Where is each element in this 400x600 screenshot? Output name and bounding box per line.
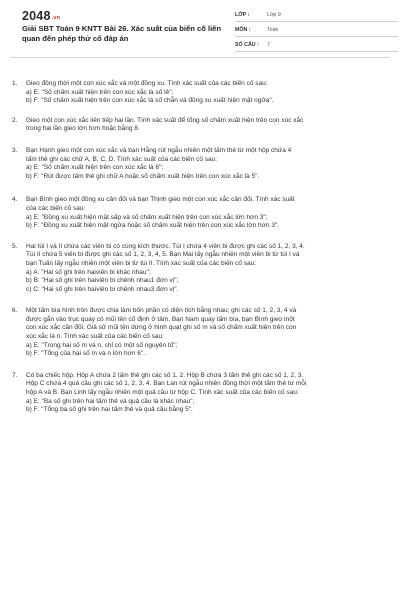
question-text xyxy=(26,80,388,106)
meta-label: LỚP : xyxy=(235,12,250,18)
question-line: Bạn Bình gieo một đồng xu cân đối và bạn Thịnh gieo một con xúc xắc cân đối. Tính xác suất xyxy=(26,196,295,204)
question-item xyxy=(12,147,388,181)
document-header xyxy=(10,0,390,52)
question-line: xúc xắc là n. Tính xác suất của các biến cố sau: xyxy=(26,333,164,341)
document-title xyxy=(22,24,227,44)
question-item xyxy=(12,372,388,415)
question-item xyxy=(12,307,388,359)
question-line: a) E: "Số chấm xuất hiện trên con xúc xắc là số lẻ"; xyxy=(26,88,174,96)
question-number: 5. xyxy=(12,242,18,250)
question-line: của các biến cố sau: xyxy=(26,204,86,212)
question-line: Hai túi I và II chứa các viên bi có cùng kích thước. Túi I chứa 4 viên bi được ghi các số 1, 2, 3, 4. xyxy=(26,242,305,250)
site-logo[interactable] xyxy=(22,9,60,23)
question-line: Bạn Hạnh gieo một con xúc xắc và bạn Hằng rút ngẫu nhiên một tấm thẻ từ một hộp chứa 4 xyxy=(26,146,292,154)
question-line: b) B: "Hai số ghi trên haiviên bi chênh nhau1 đơn vị"; xyxy=(26,277,179,285)
question-text xyxy=(26,117,388,134)
question-number: 3. xyxy=(12,146,18,154)
meta-label: MÔN : xyxy=(235,27,251,33)
question-line: tấm thẻ ghi các chữ A, B, C, D. Tính xác suất của các biến cố sau: xyxy=(26,155,218,163)
question-line: trong hai lần gieo lớn hơn hoặc bằng 8. xyxy=(26,125,140,133)
question-line: Túi II chứa 5 viên bi được ghi các số 1, 2, 3, 4, 5. Bạn Mai lấy ngẫu nhiên một viên bi từ túi I và xyxy=(26,251,300,259)
question-line: b) F: "Số chấm xuất hiện trên con xúc xắc là số chẵn và đồng xu xuất hiện mặt ngửa". xyxy=(26,97,274,105)
question-line: a) E: "Đồng xu xuất hiện mặt sấp và số chấm xuất hiện trên con xúc xắc lớn hơn 3"; xyxy=(26,213,268,221)
document-title-line: quan đến phép thử cổ đáp án xyxy=(22,34,129,43)
meta-row-class xyxy=(235,12,398,22)
question-line: bạn Tuấn lấy ngẫu nhiên một viên bi từ túi II. Tính xác suất của các biến cố sau: xyxy=(26,259,257,267)
meta-label: SỐ CÂU : xyxy=(235,42,259,48)
question-line: hộp A và B. Bạn Linh lấy ngẫu nhiên một quả cầu từ hộp C. Tính xác suất của các biến cố sau: xyxy=(26,389,299,397)
question-number: 4. xyxy=(12,196,18,204)
question-item xyxy=(12,117,388,134)
question-item xyxy=(12,196,388,230)
meta-value: Toán xyxy=(267,27,279,33)
document-meta xyxy=(235,12,398,52)
question-line: được gắn vào trục quay có mũi tên cố định ở tâm. Bạn Nam quay tấm bìa, bạn Bình gieo một xyxy=(26,315,295,323)
question-line: Hộp C chứa 4 quả cầu ghi các số 1, 2, 3, 4. Bạn Lan rút ngẫu nhiên đồng thời một tấm thẻ từ mỗi xyxy=(26,380,307,388)
question-line: Gieo một con xúc xắc liên tiếp hai lần. Tính xác suất để tổng số chấm xuất hiện trên con xúc xắc xyxy=(26,116,304,124)
question-text xyxy=(26,196,388,230)
question-number: 2. xyxy=(12,116,18,124)
question-text xyxy=(26,147,388,181)
header-divider xyxy=(10,57,390,58)
question-line: b) F: "Tổng của hai số m và n lớn hơn 6". xyxy=(26,350,145,358)
meta-row-question-count xyxy=(235,42,398,52)
question-number: 6. xyxy=(12,307,18,315)
question-item xyxy=(12,243,388,295)
question-line: a) A: "Hai số ghi trên haiviên bi khác nhau"; xyxy=(26,268,151,276)
question-text xyxy=(26,372,388,415)
question-line: b) F: "Rút được tấm thẻ ghi chữ A hoặc số chấm xuất hiện trên con xúc xắc là 5". xyxy=(26,172,260,180)
meta-row-subject xyxy=(235,27,398,37)
meta-value: 7 xyxy=(267,42,270,48)
question-text xyxy=(26,243,388,295)
question-line: c) C: "Hai số ghi trên haiviên bi chênh nhau3 đơn vị". xyxy=(26,285,179,293)
question-line: Gieo đồng thời một con xúc xắc và một đồng xu. Tính xác suất của các biến cố sau: xyxy=(26,80,268,87)
document-title-line: Giải SBT Toán 9 KNTT Bài 26. Xác suất của biến cố liên xyxy=(22,24,222,33)
question-line: con xúc xắc cân đối. Giả sử mũi tên dừng ở hình quạt ghi số m và số chấm xuất hiện trên con xyxy=(26,324,297,332)
question-item xyxy=(12,80,388,106)
question-line: Có ba chiếc hộp. Hộp A chứa 2 tấm thẻ ghi các số 1, 2. Hộp B chứa 3 tấm thẻ ghi các số 1, 2, 3. xyxy=(26,371,304,379)
question-number: 1. xyxy=(12,80,18,87)
logo-text: 2048 xyxy=(22,9,51,23)
question-line: a) E: "Ba số ghi trên hai tấm thẻ và quả cầu là khác nhau"; xyxy=(26,397,195,405)
question-number: 7. xyxy=(12,371,18,379)
question-line: a) E: "Trong hai số m và n, chỉ có một số nguyên tố"; xyxy=(26,341,178,349)
logo-domain: .vn xyxy=(51,15,61,21)
question-line: Một tấm bìa hình tròn được chia làm bốn phần có diện tích bằng nhau; ghi các số 1, 2, 3, 4 và xyxy=(26,307,297,315)
meta-value: Lớp 9 xyxy=(267,12,281,18)
question-line: b) F: "Đồng xu xuất hiện mặt ngửa hoặc số chấm xuất hiện trên con xúc xắc lớn hơn 3". xyxy=(26,222,280,230)
question-list xyxy=(12,80,388,415)
question-text xyxy=(26,307,388,359)
question-line: a) E: "Số chấm xuất hiện trên con xúc xắc là 6"; xyxy=(26,164,164,172)
question-line: b) F: "Tổng ba số ghi trên hai tấm thẻ và quả cầu bằng 5". xyxy=(26,406,193,414)
